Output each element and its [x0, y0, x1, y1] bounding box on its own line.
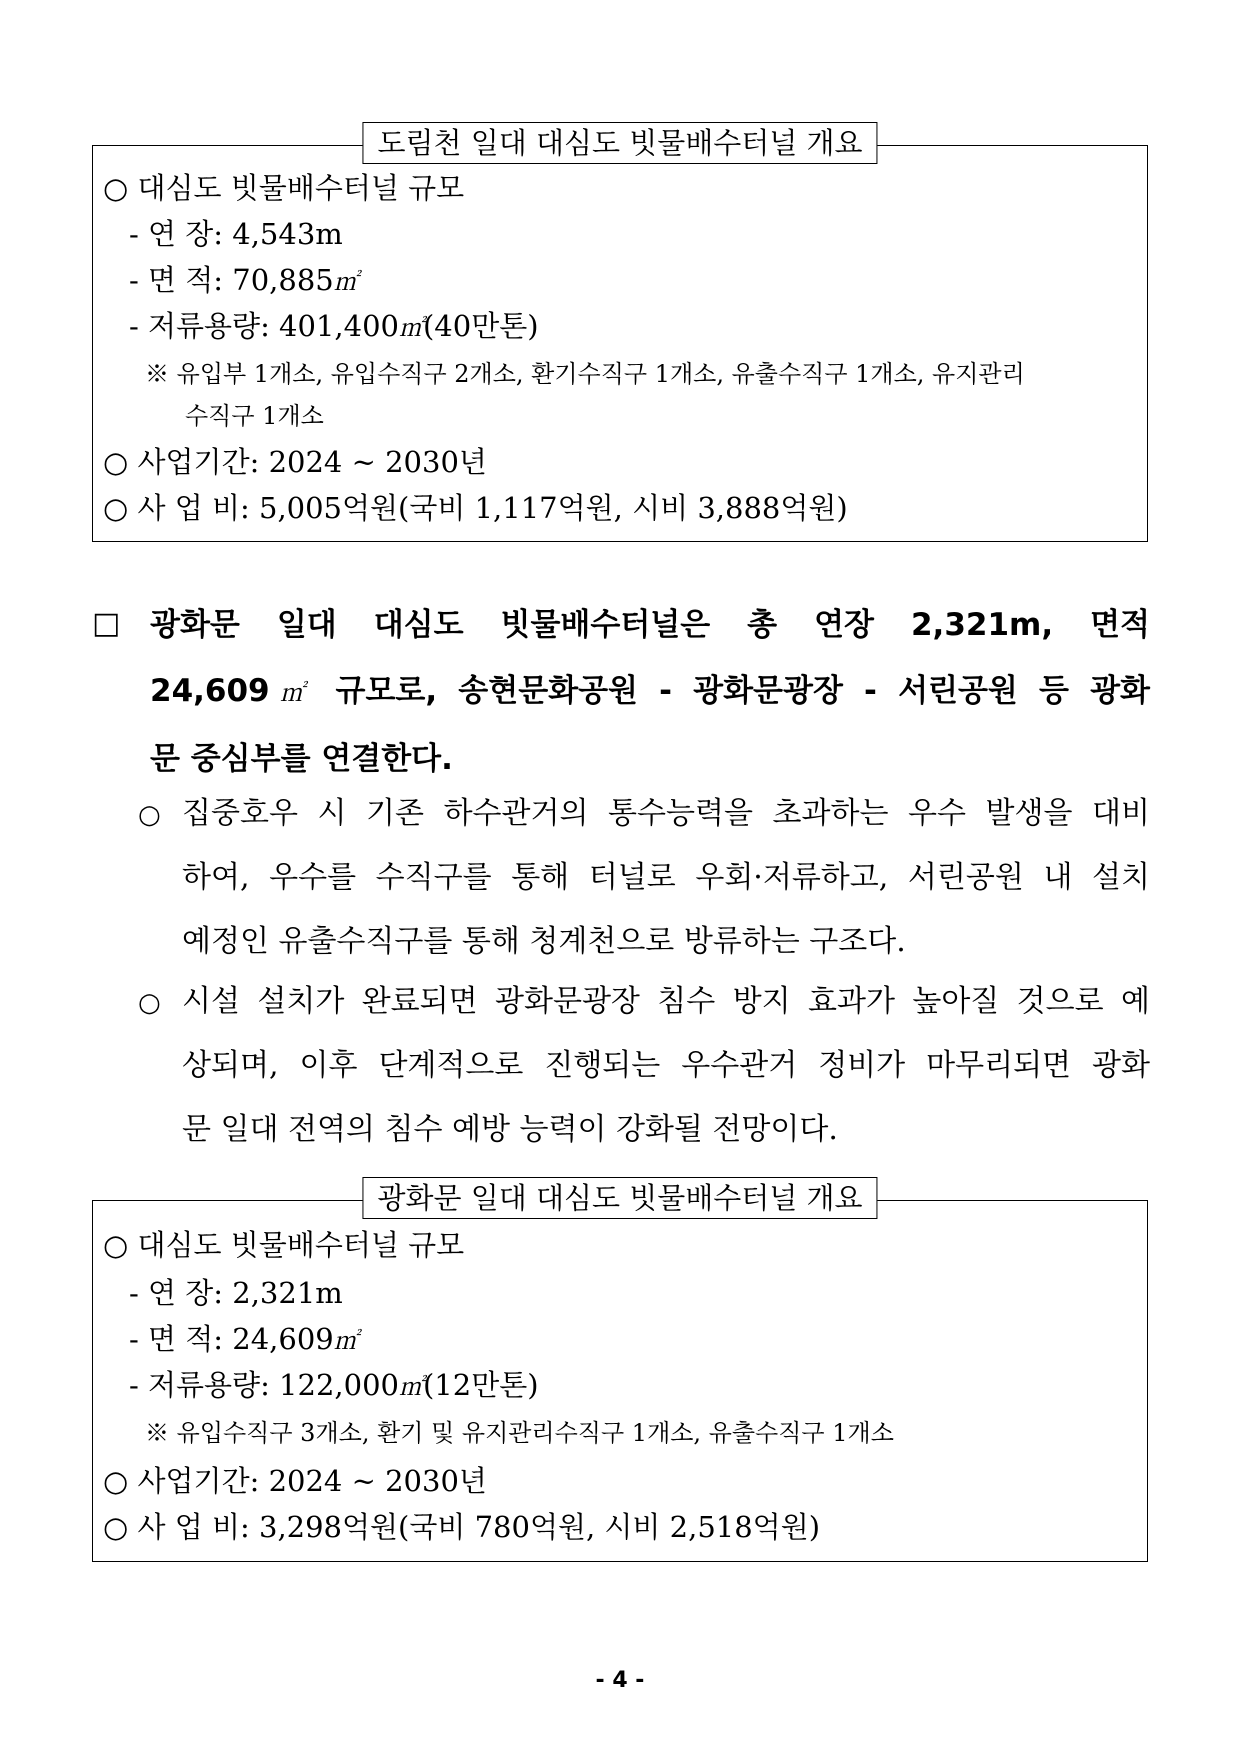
period-line: ○ 사업기간: 2024 ~ 2030년: [103, 445, 487, 479]
sub-line: 문 일대 전역의 침수 예방 능력이 강화될 전망이다.: [182, 1112, 838, 1147]
storage-line: - 저류용량: 122,000㎡(12만톤): [129, 1368, 539, 1402]
note-line: ※ 유입수직구 3개소, 환기 및 유지관리수직구 1개소, 유출수직구 1개소: [145, 1419, 894, 1447]
scale-heading: ○ 대심도 빗물배수터널 규모: [103, 171, 465, 205]
sub-paragraph-1: [182, 782, 1150, 974]
cost-line: ○ 사 업 비: 5,005억원(국비 1,117억원, 시비 3,888억원): [103, 491, 848, 525]
scale-heading: ○ 대심도 빗물배수터널 규모: [103, 1228, 465, 1262]
area-line: - 면 적: 70,885㎡: [129, 263, 358, 297]
sub-line: 예정인 유출수직구를 통해 청계천으로 방류하는 구조다.: [182, 924, 906, 959]
area-line: - 면 적: 24,609㎡: [129, 1322, 358, 1356]
para-line: 문 중심부를 연결한다.: [150, 741, 453, 777]
summary-box-dorimcheon: [92, 126, 1148, 542]
para-line: 광화문 일대 대심도 빗물배수터널은 총 연장 2,321m, 면적: [150, 607, 1150, 643]
sub-line: 하여, 우수를 수직구를 통해 터널로 우회·저류하고, 서린공원 내 설치: [182, 860, 1150, 895]
circle-bullet: ○: [138, 988, 161, 1018]
cost-line: ○ 사 업 비: 3,298억원(국비 780억원, 시비 2,518억원): [103, 1510, 821, 1544]
length-line: - 연 장: 4,543m: [129, 217, 343, 251]
page-number: - 4 -: [595, 1668, 645, 1693]
length-line: - 연 장: 2,321m: [129, 1276, 343, 1310]
note-line: ※ 유입부 1개소, 유입수직구 2개소, 환기수직구 1개소, 유출수직구 1개소, 유지관리: [145, 360, 1025, 388]
sub-line: 상되며, 이후 단계적으로 진행되는 우수관거 정비가 마무리되면 광화: [182, 1048, 1150, 1083]
box-title: 광화문 일대 대심도 빗물배수터널 개요: [362, 1177, 877, 1219]
note-line-cont: 수직구 1개소: [185, 402, 324, 430]
sub-paragraph-2: [182, 970, 1150, 1162]
main-paragraph: [150, 592, 1150, 792]
storage-line: - 저류용량: 401,400㎡(40만톤): [129, 309, 539, 343]
para-line: 24,609㎡ 규모로, 송현문화공원 - 광화문광장 - 서린공원 등 광화: [150, 673, 1151, 709]
circle-bullet: ○: [138, 800, 161, 830]
summary-box-gwanghwamun: [92, 1181, 1148, 1562]
sub-line: 집중호우 시 기존 하수관거의 통수능력을 초과하는 우수 발생을 대비: [182, 796, 1150, 831]
sub-line: 시설 설치가 완료되면 광화문광장 침수 방지 효과가 높아질 것으로 예: [182, 984, 1150, 1019]
box-title: 도림천 일대 대심도 빗물배수터널 개요: [362, 122, 877, 164]
period-line: ○ 사업기간: 2024 ~ 2030년: [103, 1464, 487, 1498]
square-bullet: □: [92, 606, 121, 641]
